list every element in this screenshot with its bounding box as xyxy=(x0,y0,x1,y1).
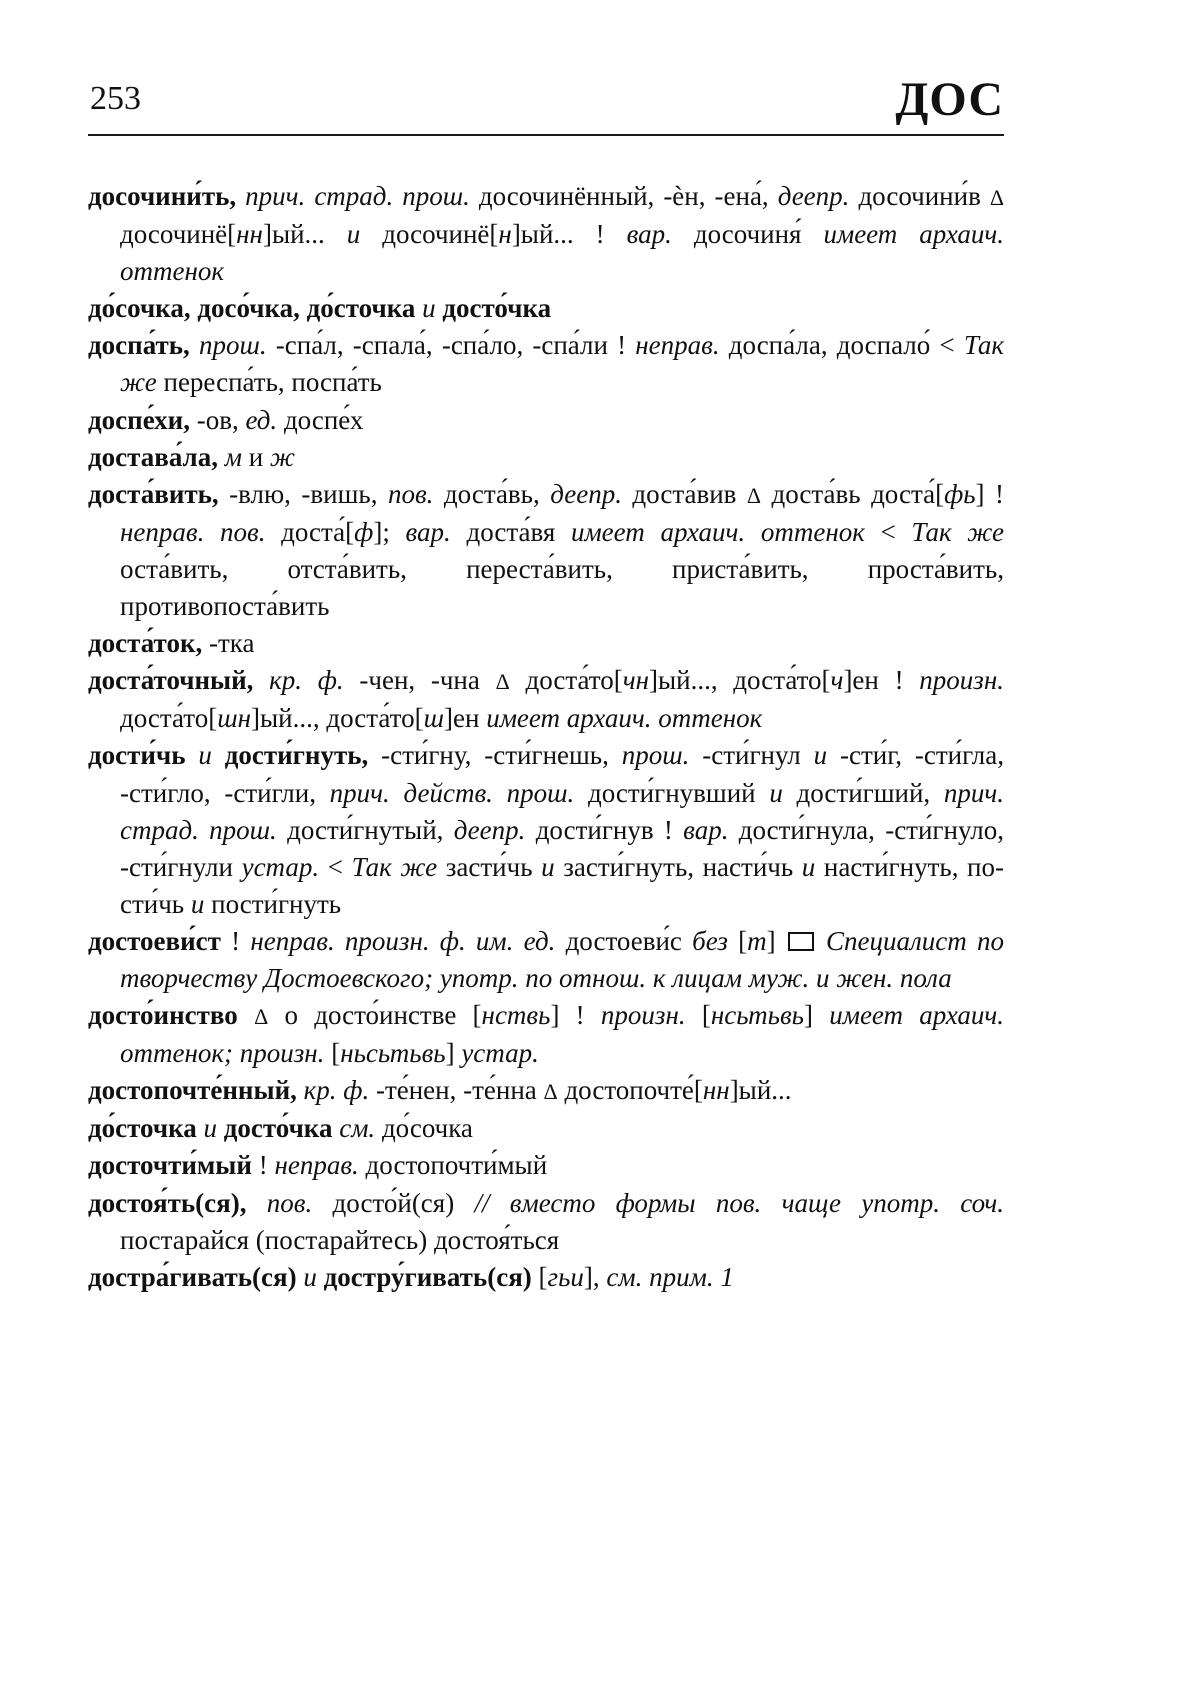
entry-text: -ов, xyxy=(189,404,246,435)
definition-box-icon xyxy=(788,932,814,951)
grammar-label: прич. страд. прош. xyxy=(236,181,470,211)
grammar-label: прич. действ. прош. xyxy=(329,777,575,808)
grammar-label: ф xyxy=(354,516,374,547)
grammar-label: м xyxy=(217,441,242,472)
dictionary-entry xyxy=(88,1147,1004,1184)
entry-text xyxy=(238,1000,254,1030)
running-head: ДОС xyxy=(895,73,1004,126)
entry-text: засти́гнуть, насти́чь xyxy=(554,851,802,882)
grammar-label: чн xyxy=(622,665,649,696)
headword: достоеви́ст xyxy=(88,925,221,956)
entry-text: ] xyxy=(766,925,786,956)
grammar-label: и xyxy=(541,851,555,882)
entry-text: -сти́гнул xyxy=(689,740,814,771)
grammar-label: и xyxy=(196,1113,224,1144)
entry-text: досочиня́ xyxy=(671,219,824,250)
dictionary-entry xyxy=(88,625,1004,662)
dictionary-entry xyxy=(88,737,1004,922)
grammar-label: см. xyxy=(332,1113,376,1144)
grammar-label: неправ. xyxy=(274,1150,359,1181)
entry-text: до́сочка xyxy=(375,1113,473,1144)
triangle-icon: Δ xyxy=(495,669,510,695)
entry-text: [ xyxy=(727,925,748,956)
headword: доспе́хи, xyxy=(88,404,190,435)
entry-text: < xyxy=(319,851,352,882)
grammar-label: неправ. произн. ф. им. ед. xyxy=(250,925,556,956)
entry-text: досочини́в xyxy=(849,181,990,211)
grammar-label: произн. xyxy=(600,1000,686,1031)
grammar-label: прош. xyxy=(621,740,690,771)
entry-text: ! xyxy=(220,925,251,956)
grammar-label: деепр. xyxy=(550,478,622,509)
grammar-label: фь xyxy=(944,478,976,509)
grammar-label: // вместо формы пов. чаще употр. соч. xyxy=(474,1187,1005,1218)
grammar-label: устар. xyxy=(241,851,320,882)
grammar-label: см. прим. 1 xyxy=(606,1261,734,1292)
headword: доста́точный, xyxy=(88,665,254,696)
dictionary-entry xyxy=(88,1185,1004,1259)
grammar-label: прош. xyxy=(189,330,267,361)
headword: досточти́мый xyxy=(88,1150,252,1181)
grammar-label: и xyxy=(801,851,816,882)
grammar-label: имеет архаич. оттенок xyxy=(486,703,763,734)
entry-text: ]ый... ! xyxy=(511,219,627,250)
triangle-icon: Δ xyxy=(543,1079,558,1105)
entry-text: доста́вь, xyxy=(433,478,551,509)
entry-text: достопочти́мый xyxy=(358,1150,548,1181)
grammar-label: кр. ф. xyxy=(296,1075,370,1106)
grammar-label: вар. xyxy=(683,814,729,845)
dictionary-entry xyxy=(88,923,1004,997)
entry-text: доспа́ла, доспало́ < xyxy=(719,330,964,361)
grammar-label: Так же xyxy=(911,516,1004,547)
entry-text: постарайся (постарайтесь) достоя́ться xyxy=(120,1224,560,1255)
dictionary-entry xyxy=(88,439,1004,476)
entry-text: -сти́г, -сти́гла, -сти́гло, -сти́гли, xyxy=(120,740,1004,808)
entry-text: дости́гнула, -сти́гнуло, -сти́гнули xyxy=(120,814,1004,882)
grammar-label: имеет архаич. оттенок; произн. xyxy=(120,1000,1005,1069)
entry-text: насти́гнуть, пости́чь xyxy=(120,851,1004,919)
entry-text: -сти́гну, -сти́гнешь, xyxy=(368,740,622,771)
grammar-label: Так же xyxy=(351,851,438,882)
grammar-label: шн xyxy=(217,703,252,734)
entry-text: ] xyxy=(445,1038,462,1069)
entry-text: ]ый..., доста́то[ xyxy=(649,665,831,696)
entry-text: досочинённый, -ѐн, -ена́, xyxy=(469,181,778,211)
headword: достопочте́нный, xyxy=(88,1075,297,1106)
entry-text: досочинё[ xyxy=(360,219,499,250)
headword: дости́чь xyxy=(88,740,186,771)
grammar-label: и xyxy=(190,888,205,919)
entry-text: дости́гший, xyxy=(782,777,944,808)
dictionary-entry xyxy=(88,178,1004,290)
headword: достра́гивать(ся) xyxy=(88,1261,297,1292)
entry-text: доста́[ xyxy=(265,516,355,547)
dictionary-entry xyxy=(88,327,1004,401)
entry-text: [ xyxy=(685,1000,711,1031)
headword: достава́ла, xyxy=(88,441,218,472)
entry-text: доспе́х xyxy=(277,404,364,435)
dictionary-entry xyxy=(88,1259,1004,1296)
headword-variant: достру́гивать(ся) xyxy=(323,1261,532,1292)
entry-text: ] ! xyxy=(975,478,1005,509)
entry-text: достоеви́с xyxy=(555,925,693,956)
entry-text: о досто́инстве [ xyxy=(268,1000,482,1031)
grammar-label: нствь xyxy=(481,1000,551,1031)
headword-variant: досто́чка xyxy=(223,1113,333,1144)
grammar-label: и xyxy=(346,219,361,250)
headword: доста́ток, xyxy=(88,628,203,659)
dictionary-entry xyxy=(88,290,1004,327)
headword-variant: дости́гнуть, xyxy=(224,740,369,771)
grammar-label: гьи xyxy=(547,1261,584,1292)
entry-text: доста́то[ xyxy=(120,703,218,734)
dictionary-entry xyxy=(88,402,1004,439)
grammar-label: нн xyxy=(236,219,263,250)
headword: до́сточка xyxy=(88,1113,197,1144)
grammar-label: и xyxy=(415,293,443,324)
grammar-label: Специалист по творчеству Достоевского; употр. по отнош. к лицам муж. и жен. пола xyxy=(120,925,1004,993)
entry-text: дости́гнув ! xyxy=(525,814,684,845)
entry-text: ]; xyxy=(373,516,406,547)
entry-text: ], xyxy=(583,1261,607,1292)
entry-text: ]ый... xyxy=(262,219,347,250)
page-number: 253 xyxy=(90,80,141,117)
grammar-label: ньсьтьвь xyxy=(340,1038,446,1069)
entry-text: и xyxy=(241,441,270,472)
entry-text: переспа́ть, поспа́ть xyxy=(156,367,382,398)
headword: до́сочка, досо́чка, до́сточка xyxy=(88,293,416,324)
grammar-label: ед. xyxy=(245,404,278,435)
entry-text: ]ен xyxy=(444,703,487,734)
grammar-label: т xyxy=(747,925,767,956)
grammar-label: пов. xyxy=(246,1187,313,1218)
grammar-label: и xyxy=(185,740,225,771)
entry-text: ] xyxy=(803,1000,830,1031)
dictionary-entry xyxy=(88,1110,1004,1147)
grammar-label: и xyxy=(813,740,828,771)
grammar-label: Так же xyxy=(120,330,1004,398)
triangle-icon: Δ xyxy=(254,1004,269,1030)
entry-text: дости́гнутый, xyxy=(276,814,454,845)
entry-text: доста́вь доста́[ xyxy=(761,478,945,509)
dictionary-entry xyxy=(88,476,1004,625)
entry-text: пости́гнуть xyxy=(204,888,342,919)
grammar-label: пов. xyxy=(387,478,434,509)
entry-text: оста́вить, отста́вить, переста́вить, приста́вить, проста́вить, противопоста́вить xyxy=(120,553,1004,622)
grammar-label: прич. страд. прош. xyxy=(120,777,1005,845)
grammar-label: неправ. пов. xyxy=(120,516,266,547)
headword: досочини́ть, xyxy=(88,181,237,211)
grammar-label: кр. ф. xyxy=(253,665,344,696)
grammar-label: деепр. xyxy=(777,181,850,211)
entry-text: засти́чь xyxy=(437,851,542,882)
grammar-label: деепр. xyxy=(453,814,526,845)
triangle-icon: Δ xyxy=(989,185,1004,210)
entry-text: ]ый... xyxy=(729,1075,792,1106)
entry-text: доста́вив xyxy=(621,478,747,509)
headword: достоя́ть(ся), xyxy=(88,1187,247,1218)
grammar-label: н xyxy=(498,219,512,250)
grammar-label: нн xyxy=(702,1075,730,1106)
headword-variant: досто́чка xyxy=(442,293,552,324)
entry-text: доста́вя xyxy=(450,516,571,547)
entry-text: ] ! xyxy=(550,1000,601,1031)
entry-text: досочинё[ xyxy=(120,219,237,250)
grammar-label: неправ. xyxy=(635,330,720,361)
page-header xyxy=(88,72,1004,136)
grammar-label: произн. xyxy=(919,665,1004,696)
entry-text: дости́гнувший xyxy=(574,777,770,808)
dictionary-entries xyxy=(88,178,1004,1296)
entry-text: [ xyxy=(531,1261,548,1292)
entry-text: досто́й(ся) xyxy=(312,1187,475,1218)
entry-text: -те́нен, -те́нна xyxy=(369,1075,544,1106)
entry-text: ]ен ! xyxy=(843,665,920,696)
grammar-label: ш xyxy=(423,703,444,734)
entry-text: < xyxy=(864,516,912,547)
dictionary-entry xyxy=(88,997,1004,1072)
grammar-label: вар. xyxy=(626,219,672,250)
entry-text: -чен, -чна xyxy=(343,665,496,696)
entry-text: -тка xyxy=(202,628,255,659)
grammar-label: ч xyxy=(830,665,844,696)
headword: доспа́ть, xyxy=(88,330,190,361)
grammar-label: вар. xyxy=(405,516,451,547)
entry-text: -спа́л, -спала́, -спа́ло, -спа́ли ! xyxy=(266,330,636,361)
grammar-label: имеет архаич. оттенок xyxy=(570,516,865,547)
grammar-label: имеет архаич. оттенок xyxy=(120,219,1005,287)
dictionary-entry xyxy=(88,1072,1004,1110)
triangle-icon: Δ xyxy=(746,482,762,508)
entry-text: доста́то[ xyxy=(509,665,623,696)
grammar-label: устар. xyxy=(461,1038,539,1069)
grammar-label: и xyxy=(769,777,783,808)
headword: доста́вить, xyxy=(88,478,219,509)
grammar-label: без xyxy=(692,925,728,956)
entry-text: [ xyxy=(324,1038,341,1069)
grammar-label: ж xyxy=(269,441,296,472)
entry-text: достопочте́[ xyxy=(557,1075,703,1106)
dictionary-entry xyxy=(88,662,1004,737)
headword: досто́инство xyxy=(88,1000,238,1031)
grammar-label: и xyxy=(296,1261,324,1292)
entry-text: ]ый..., доста́то[ xyxy=(251,703,424,734)
entry-text: -влю, -вишь, xyxy=(218,478,388,509)
grammar-label: нсьтьвь xyxy=(710,1000,804,1031)
entry-text: ! xyxy=(251,1150,275,1181)
